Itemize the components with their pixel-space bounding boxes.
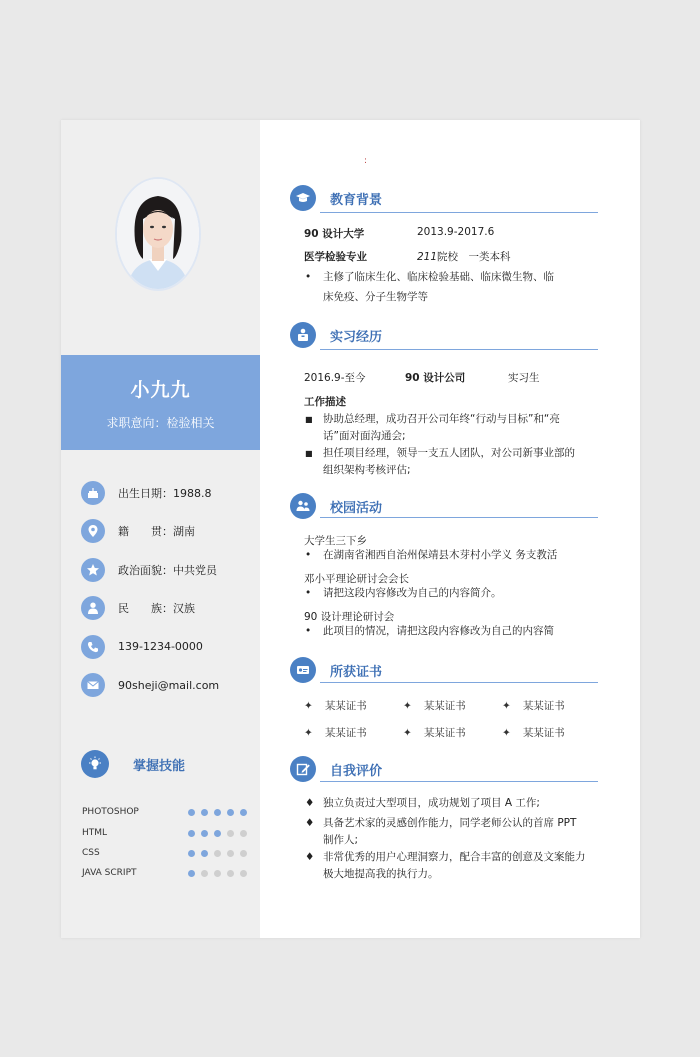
campus-item-head: 90 设计理论研讨会 <box>304 611 395 623</box>
school-name: 90 设计大学 <box>304 228 365 240</box>
star-icon <box>81 558 105 582</box>
education-header <box>290 185 382 211</box>
school-period: 2013.9-2017.6 <box>417 226 495 238</box>
mail-icon <box>81 673 105 697</box>
self-eval-bullet: ♦ 非常优秀的用户心理洞察力，配合丰富的创意及文案能力 极大地提高我的执行力。 <box>305 851 586 880</box>
main-content <box>260 120 640 938</box>
skill-dot-empty <box>227 830 234 837</box>
bullet-line: 组织架构考核评估; <box>323 464 411 476</box>
skill-dot-empty <box>240 830 247 837</box>
phone-icon <box>81 635 105 659</box>
cert-item: ✦ 某某证书 <box>502 700 565 712</box>
skill-dot-empty <box>227 850 234 857</box>
skill-dot-filled <box>214 809 221 816</box>
internship-bullet: ■ 担任项目经理，领导一支五人团队，对公司新事业部的 组织架构考核评估; <box>323 445 575 479</box>
location-pin-icon <box>81 519 105 543</box>
certificate-icon <box>290 657 316 683</box>
school-tag <box>417 249 511 264</box>
profile-photo <box>115 177 201 291</box>
education-title: 教育背景 <box>330 192 383 208</box>
graduation-cap-icon <box>290 185 316 211</box>
cert-item: ✦ 某某证书 <box>403 727 466 739</box>
work-desc-label: 工作描述 <box>304 396 346 408</box>
skill-dot-empty <box>240 870 247 877</box>
skills-header <box>81 750 185 778</box>
skill-dot-filled <box>201 850 208 857</box>
self-eval-bullet: ♦ 具备艺术家的灵感创作能力，同学老师公认的首席 PPT 制作人; <box>305 817 577 846</box>
skill-dot-filled <box>188 870 195 877</box>
info-email <box>81 674 256 697</box>
bullet-line: 协助总经理，成功召开公司年终“行动与目标”和“亮 <box>323 413 560 425</box>
skill-row <box>82 847 247 859</box>
skill-level <box>188 830 247 837</box>
name-band <box>61 355 260 450</box>
skill-dot-empty <box>201 870 208 877</box>
info-text: 民 族：汉族 <box>118 602 195 615</box>
skill-row <box>82 867 247 879</box>
edit-icon <box>290 756 316 782</box>
skill-dot-filled <box>188 830 195 837</box>
campus-bullet: • 请把这段内容修改为自己的内容简介。 <box>305 587 502 599</box>
campus-bullet: • 在湖南省湘西自治州保靖县木芽村小学义 务支教活 <box>305 549 558 561</box>
job-intent: 求职意向：检验相关 <box>106 416 215 430</box>
resume-page <box>61 120 640 938</box>
skill-row <box>82 827 247 839</box>
divider <box>320 781 598 782</box>
skill-dot-filled <box>214 830 221 837</box>
certs-header <box>290 657 382 683</box>
skill-dot-filled <box>201 809 208 816</box>
skill-name: JAVA SCRIPT <box>82 868 137 878</box>
skill-dot-empty <box>240 850 247 857</box>
internship-bullet: ■ 协助总经理，成功召开公司年终“行动与目标”和“亮 话”面对面沟通会; <box>323 411 560 445</box>
skill-dot-filled <box>201 830 208 837</box>
skill-dot-filled <box>227 809 234 816</box>
skill-level <box>188 870 247 877</box>
education-bullet: • 主修了临床生化、临床检验基础、临床微生物、临 床免疫、分子生物学等 <box>323 267 554 307</box>
campus-item-head: 大学生三下乡 <box>304 535 367 547</box>
stray-mark: : <box>364 156 368 166</box>
people-icon <box>290 493 316 519</box>
campus-header <box>290 493 382 519</box>
info-text: 籍 贯：湖南 <box>118 525 195 538</box>
sidebar <box>61 120 260 938</box>
info-politics <box>81 558 256 581</box>
divider <box>320 682 598 683</box>
skill-dot-empty <box>214 870 221 877</box>
skill-name: PHOTOSHOP <box>82 807 139 817</box>
skill-dot-filled <box>240 809 247 816</box>
school-tag-211: 211 <box>417 251 438 263</box>
skill-name: CSS <box>82 848 100 858</box>
school-tag-rest: 院校 一类本科 <box>437 251 511 263</box>
divider <box>320 349 598 350</box>
skill-dot-empty <box>227 870 234 877</box>
personal-info <box>81 481 256 712</box>
bullet-line: 床免疫、分子生物学等 <box>323 291 428 303</box>
campus-item-head: 邓小平理论研讨会会长 <box>304 573 409 585</box>
bullet-line: 主修了临床生化、临床检验基础、临床微生物、临 <box>323 271 554 283</box>
cert-item: ✦ 某某证书 <box>403 700 466 712</box>
info-phone <box>81 635 256 658</box>
campus-title: 校园活动 <box>330 500 383 516</box>
info-text: 出生日期：1988.8 <box>118 486 212 500</box>
skill-dot-filled <box>188 850 195 857</box>
briefcase-icon <box>290 322 316 348</box>
cert-item: ✦ 某某证书 <box>304 727 367 739</box>
info-text: 政治面貌：中共党员 <box>118 563 217 577</box>
skills-title: 掌握技能 <box>133 758 186 774</box>
bullet-line: 话”面对面沟通会; <box>323 430 406 442</box>
info-text: 139-1234-0000 <box>118 640 203 653</box>
internship-header <box>290 322 382 348</box>
internship-role: 实习生 <box>508 372 540 384</box>
lightbulb-icon <box>81 750 109 778</box>
divider <box>320 517 598 518</box>
internship-title: 实习经历 <box>330 329 383 345</box>
internship-company: 90 设计公司 <box>405 372 466 384</box>
skill-row <box>82 806 247 818</box>
self-eval-title: 自我评价 <box>330 763 383 779</box>
cert-item: ✦ 某某证书 <box>304 700 367 712</box>
skill-dot-filled <box>188 809 195 816</box>
cert-item: ✦ 某某证书 <box>502 727 565 739</box>
self-eval-bullet: ♦ 独立负责过大型项目，成功规划了项目 A 工作; <box>305 797 540 809</box>
info-birthday <box>81 481 256 504</box>
divider <box>320 212 598 213</box>
info-hometown <box>81 520 256 543</box>
info-text: 90sheji@mail.com <box>118 678 220 692</box>
cake-icon <box>81 481 105 505</box>
bullet-line: 担任项目经理，领导一支五人团队，对公司新事业部的 <box>323 447 575 459</box>
person-icon <box>81 596 105 620</box>
info-ethnicity <box>81 597 256 620</box>
skill-level <box>188 809 247 816</box>
skill-name: HTML <box>82 828 108 838</box>
certs-title: 所获证书 <box>330 664 383 680</box>
skill-level <box>188 850 247 857</box>
self-eval-header <box>290 756 382 782</box>
campus-bullet: • 此项目的情况，请把这段内容修改为自己的内容简 <box>305 625 554 637</box>
candidate-name: 小九九 <box>130 379 191 401</box>
internship-period: 2016.9-至今 <box>304 372 366 384</box>
skill-dot-empty <box>214 850 221 857</box>
major: 医学检验专业 <box>304 251 367 263</box>
